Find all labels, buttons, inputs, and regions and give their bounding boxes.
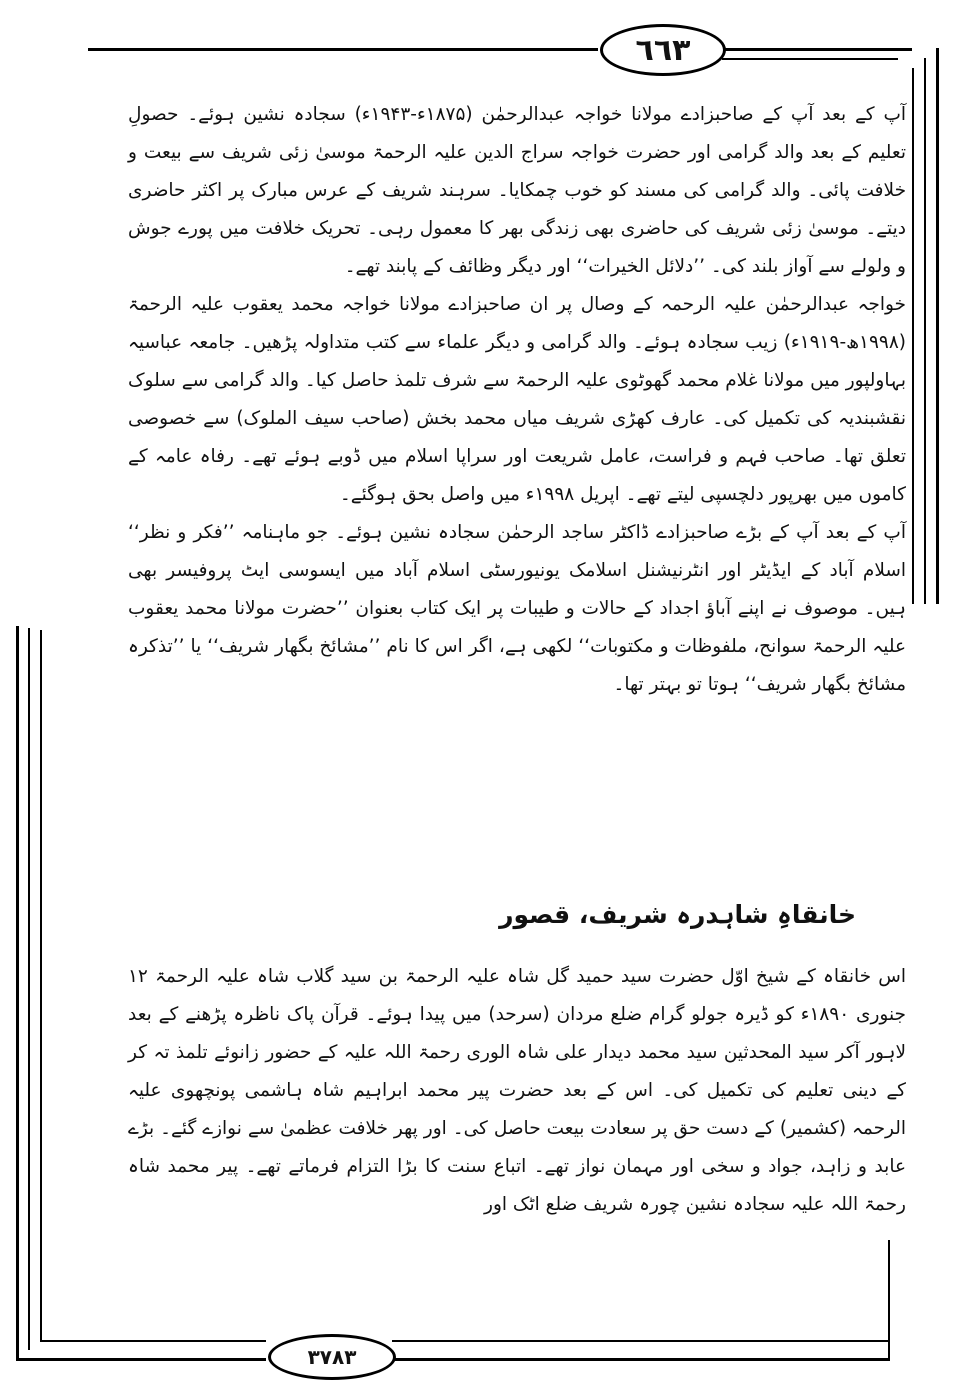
frame-top-line [88, 48, 598, 51]
frame-bottom-line [16, 1358, 266, 1361]
frame-bottom-line-inner-right [392, 1340, 890, 1342]
paragraph-sajid-ur-rahman: آپ کے بعد آپ کے بڑے صاحبزادے ڈاکٹر ساجد الرحمٰن سجادہ نشین ہوئے۔ جو ماہنامہ ’’فکر و نظر‘‘ اسلام آباد کے ایڈیٹر اور انٹرنیشنل اسلامک یونیورسٹی اسلام آباد میں ایسوسی ایٹ پروفیسر بھی ہیں۔ موصوف نے اپنے آباؤ اجداد کے حالات و طیبات پر ایک کتاب بعنوان ’’حضرت مولانا محمد یعقوب علیہ الرحمۃ سوانح، ملفوظات و مکتوبات‘‘ لکھی ہے، اگر اس کا نام ’’مشائخ بگھار شریف‘‘ یا ’’تذکرہ مشائخ بگھار شریف‘‘ ہوتا تو بہتر تھا۔ [128, 522, 906, 695]
frame-right-line-outer [936, 48, 939, 604]
body-text-lower [128, 958, 906, 1298]
page-number-top: ٦٦٣ [600, 24, 726, 76]
frame-right-line-inner [912, 68, 914, 604]
paragraph-hameed-gul-shah: اس خانقاہ کے شیخ اوّل حضرت سید حمید گل شاہ علیہ الرحمۃ بن سید گلاب شاہ علیہ الرحمۃ ۱۲ جنوری ۱۸۹۰ء کو ڈیرہ جولو گرام ضلع مردان (سرحد) میں پیدا ہوئے۔ قرآن پاک ناظرہ پڑھنے کے بعد لاہور آکر سید المحدثین سید محمد دیدار علی شاہ الوری رحمۃ اللہ علیہ کے حضور زانوئے تلمذ تہ کر کے دینی تعلیم کی تکمیل کی۔ اس کے بعد حضرت پیر محمد ابراہیم شاہ ہاشمی پونچھوی علیہ الرحمہ (کشمیر) کے دست حق پر سعادت بیعت حاصل کی۔ اور پھر خلافت عظمیٰ سے نوازے گئے۔ بڑے عابد و زاہد، جواد و سخی اور مہمان نواز تھے۔ اتباع سنت کا بڑا التزام فرماتے تھے۔ پیر محمد شاہ رحمۃ اللہ علیہ سجادہ نشین چورہ شریف ضلع اٹک اور [128, 966, 906, 1215]
section-heading: خانقاہِ شاہدرہ شریف، قصور [499, 900, 856, 929]
frame-right-line-mid [924, 58, 926, 604]
frame-bottom-line-right [392, 1358, 890, 1361]
paragraph-abdul-rahman: آپ کے بعد آپ کے صاحبزادے مولانا خواجہ عبدالرحمٰن (۱۸۷۵ء-۱۹۴۳ء) سجادہ نشین ہوئے۔ حصولِ تعلیم کے بعد والد گرامی اور حضرت خواجہ سراج الدین علیہ الرحمۃ موسیٰ زئی شریف سے بیعت و خلافت پائی۔ والد گرامی کی مسند کو خوب چمکایا۔ سرہند شریف کے عرس مبارک پر اکثر حاضری دیتے۔ موسیٰ زئی شریف کی حاضری بھی زندگی بھر کا معمول رہی۔ تحریک خلافت میں پورے جوش و ولولے سے آواز بلند کی۔ ’’دلائل الخیرات‘‘ اور دیگر وظائف کے پابند تھے۔ [128, 104, 906, 277]
frame-top-line-inner [722, 58, 898, 60]
frame-left-line-mid [28, 628, 30, 1350]
paragraph-muhammad-yaqub: خواجہ عبدالرحمٰن علیہ الرحمہ کے وصال پر ان صاحبزادے مولانا خواجہ محمد یعقوب علیہ الرحمۃ (۱۹۹۸ھ-۱۹۱۹ء) زیب سجادہ ہوئے۔ والد گرامی و دیگر علماء سے کتب متداولہ پڑھیں۔ جامعہ عباسیہ بہاولپور میں مولانا غلام محمد گھوٹوی علیہ الرحمۃ سے شرف تلمذ حاصل کیا۔ والد گرامی سے سلوک نقشبندیہ کی تکمیل کی۔ عارف کھڑی شریف میاں محمد بخش (صاحب سیف الملوک) سے خصوصی تعلق تھا۔ صاحب فہم و فراست، عامل شریعت اور سراپا اسلام میں ڈوبے ہوئے تھے۔ رفاہ عامہ کے کاموں میں بھرپور دلچسپی لیتے تھے۔ اپریل ۱۹۹۸ء میں واصل بحق ہوگئے۔ [128, 294, 906, 505]
frame-bottom-line-inner [40, 1340, 266, 1342]
frame-left-line-outer [16, 626, 19, 1360]
frame-top-line-right [722, 48, 912, 51]
page-number-bottom: ٣٧٨٣ [268, 1334, 396, 1380]
frame-left-line-inner [40, 630, 42, 1340]
body-text-upper [128, 96, 906, 880]
